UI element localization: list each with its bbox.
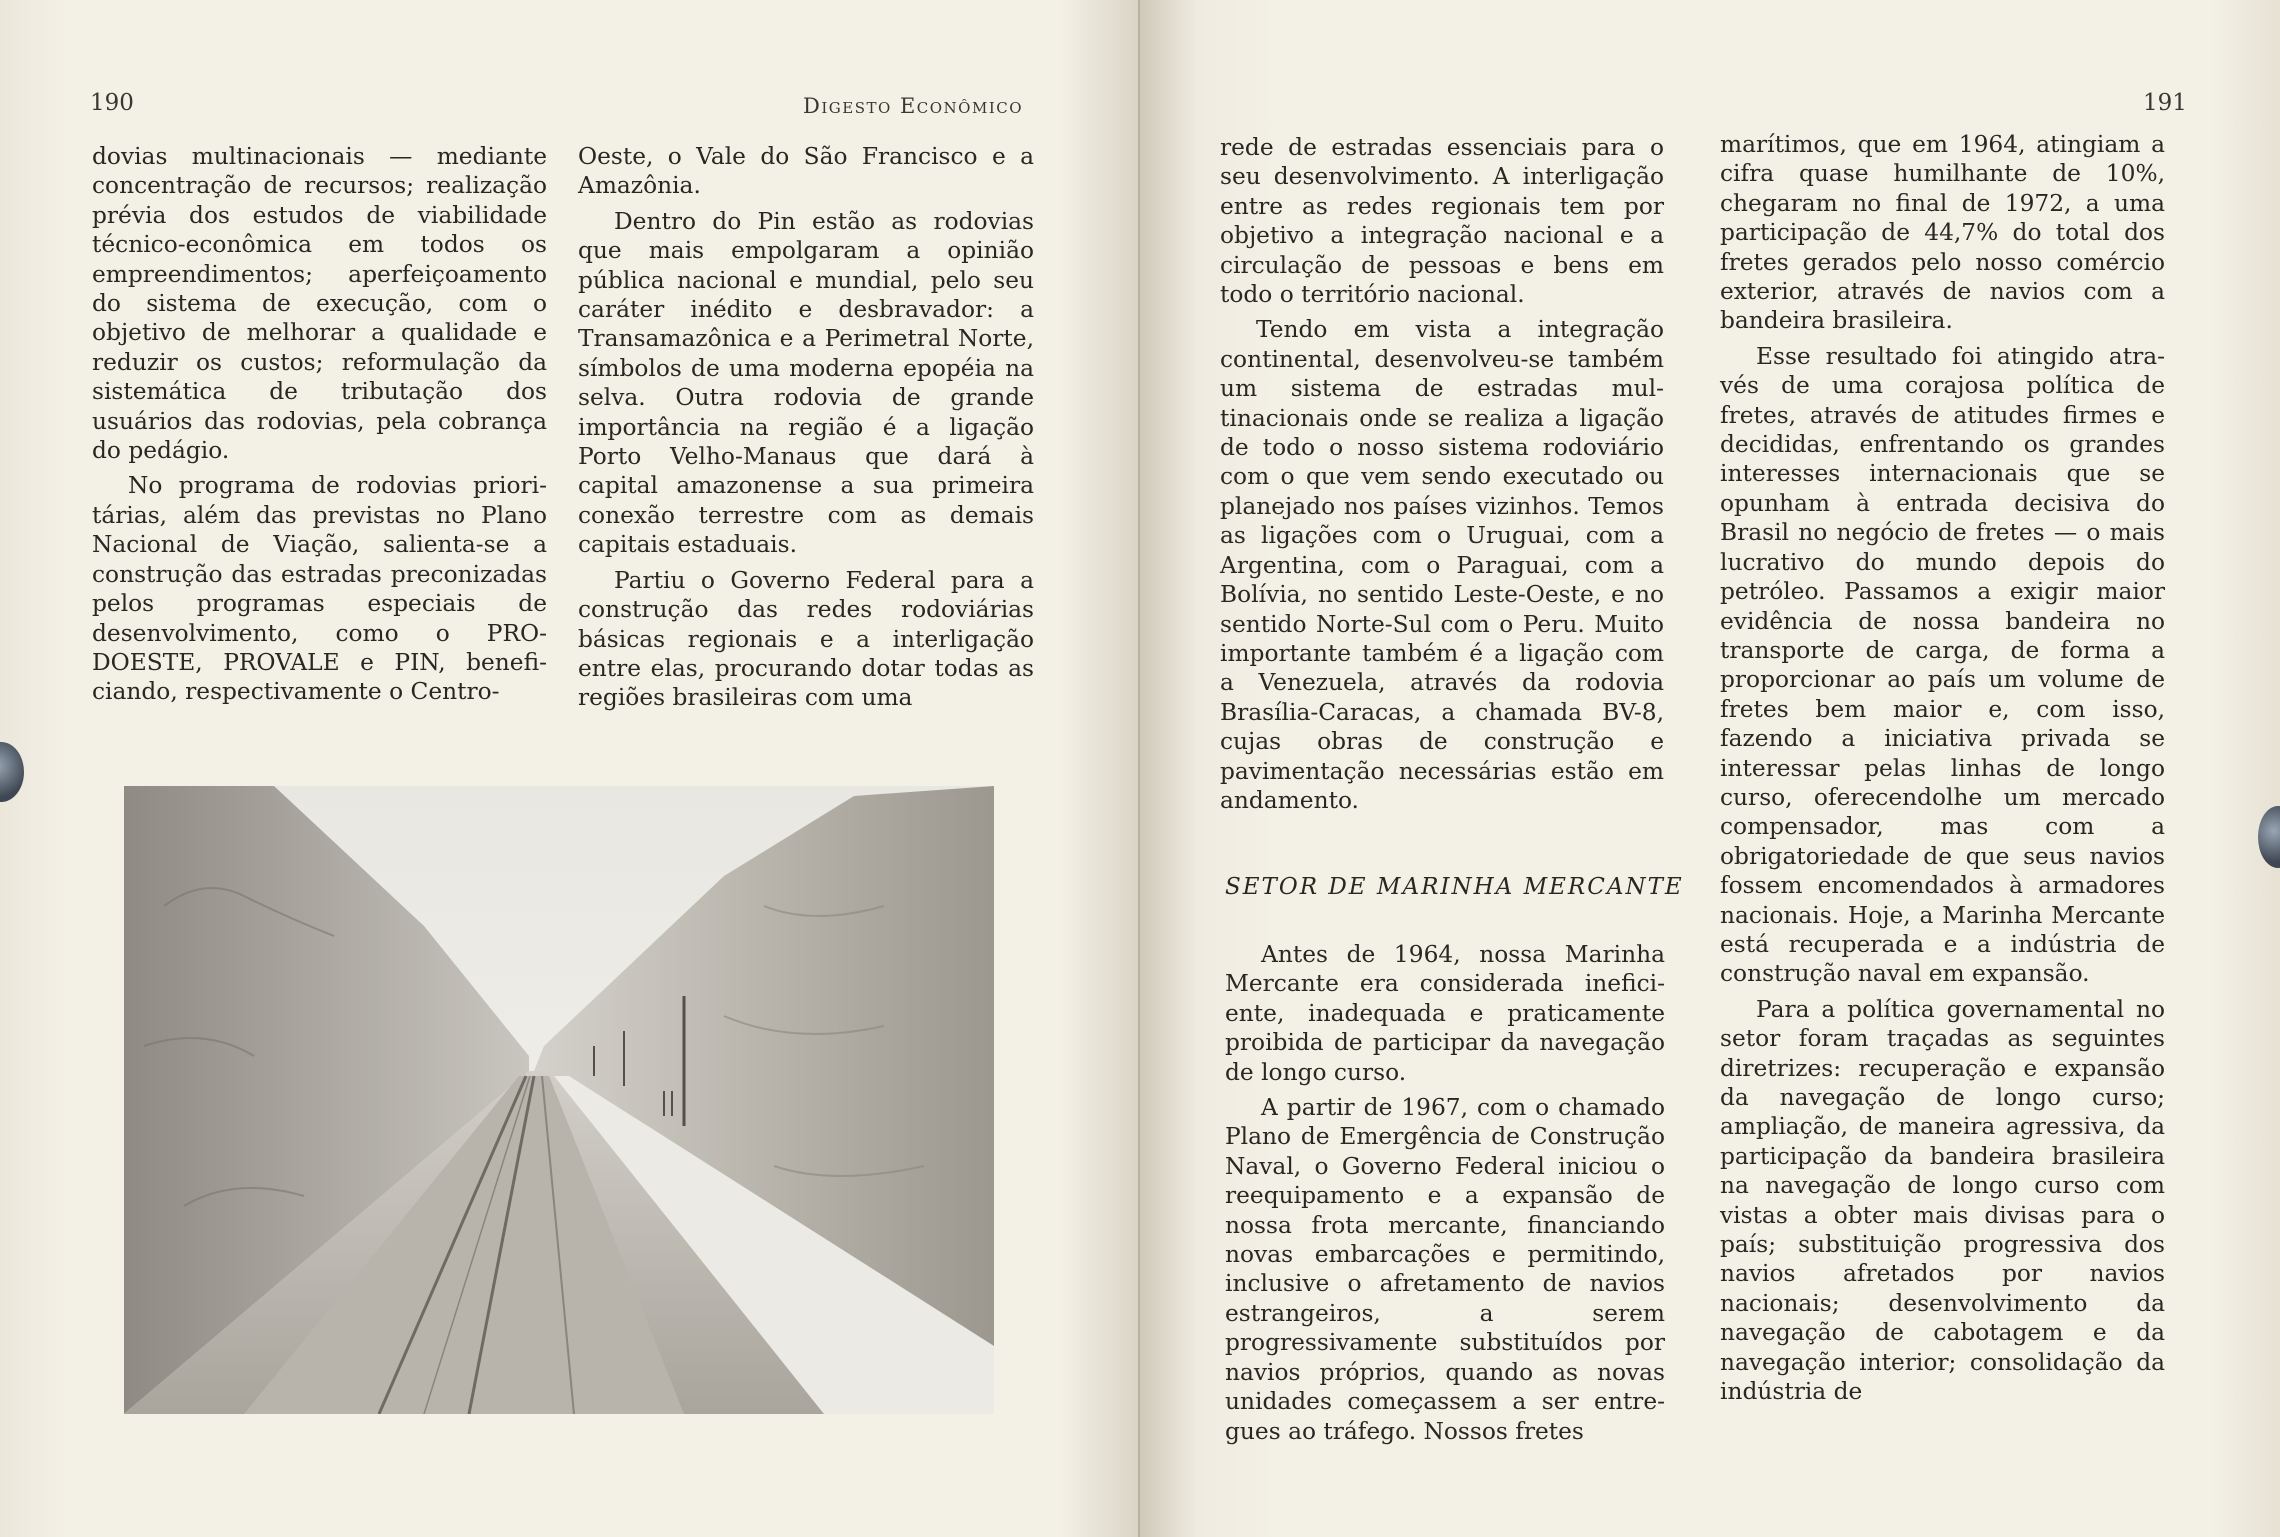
paragraph: marítimos, que em 1964, atingiam a cifra quase humilhante de 10%, chegaram no final de 1972, a uma participação de 44,7% do total dos fretes gerados pelo nosso comércio exterior, através de navios com a bandeira brasileira.	[1720, 131, 2165, 335]
right-column-1	[1220, 133, 1664, 821]
railway-cut-illustration	[124, 786, 994, 1414]
railway-photo	[124, 786, 994, 1414]
section-title: SETOR DE MARINHA MERCANTE	[1225, 874, 1684, 900]
page-number-right: 191	[2143, 90, 2187, 116]
paragraph: Antes de 1964, nossa Marinha Mercante era considerada ineficiente, inadequada e praticamente proibida de participar da navegação de longo curso.	[1225, 941, 1665, 1086]
right-page	[1140, 0, 2280, 1537]
paragraph: rede de estradas essenciais para o seu desenvolvimento. A interligação entre as redes regionais tem por objetivo a integração nacional e a circulação de pessoas e bens em todo o território nacional.	[1220, 134, 1664, 309]
running-head: Digesto Econômico	[803, 94, 1024, 118]
paragraph: No programa de rodovias prioritárias, além das previstas no Plano Nacional de Viação, salienta-se a construção das estradas preconizadas pelos programas especiais de desenvolvimento, como o PRODOESTE, PROVALE e PIN, beneficiando, respectivamente o Centro-	[92, 472, 547, 706]
right-column-2	[1720, 130, 2165, 1412]
paragraph: Esse resultado foi atingido através de uma corajosa política de fretes, através de atitudes firmes e decididas, enfrentando os grandes interesses internacionais que se opunham à entrada decisiva do Brasil no negócio de fretes — o mais lucrativo do mundo depois do petróleo. Passamos a exigir maior evidência de nossa bandeira no transporte de carga, de forma a proporcionar ao país um volume de fretes bem maior e, com isso, fazendo a iniciativa privada se interessar pelas linhas de longo curso, oferecendolhe um mercado compensador, mas com a obrigatoriedade de que seus navios fossem encomendados à armadores nacionais. Hoje, a Marinha Mercante está recuperada e a indústria de construção naval em expansão.	[1720, 342, 2165, 988]
paragraph: Oeste, o Vale do São Francisco e a Amazônia.	[578, 143, 1034, 200]
binder-hole	[0, 742, 24, 802]
page-number-left: 190	[90, 90, 134, 116]
paragraph: Partiu o Governo Federal para a construção das redes rodoviárias básicas regionais e a interligação entre elas, procurando dotar todas as regiões brasileiras com uma	[578, 566, 1034, 712]
paragraph: Tendo em vista a integração continental, desenvolveu-se também um sistema de estradas multinacionais onde se realiza a ligação de todo o nosso sistema rodoviário com o que vem sendo executado ou planejado nos países vizinhos. Temos as ligações com o Uruguai, com a Argentina, com o Paraguai, com a Bolívia, no sentido Leste-Oeste, e no sentido Norte-Sul com o Peru. Muito importante também é a ligação com a Venezuela, através da rodovia Brasília-Caracas, a chamada BV-8, cujas obras de construção e pavimentação necessárias estão em andamento.	[1220, 316, 1664, 814]
paragraph: Dentro do Pin estão as rodovias que mais empolgaram a opinião pública nacional e mundial, pelo seu caráter inédito e desbravador: a Transamazônica e a Perimetral Norte, símbolos de uma moderna epopéia na selva. Outra rodovia de grande importância na região é a ligação Porto Velho-Manaus que dará à capital amazonense a sua primeira conexão terrestre com as demais capitais estaduais.	[578, 207, 1034, 559]
paragraph: dovias multinacionais — mediante concentração de recursos; realização prévia dos estudos de viabilidade técnico-econômica em todos os empreendimentos; aperfeiçoamento do sistema de execução, com o objetivo de melhorar a qualidade e reduzir os custos; reformulação da sistemática de tributação dos usuários das rodovias, pela cobrança do pedágio.	[92, 143, 547, 465]
left-column-2	[578, 142, 1034, 719]
right-column-1-continued	[1225, 940, 1665, 1452]
paragraph: Para a política governamental no setor foram traçadas as seguintes diretrizes: recuperação e expansão da navegação de longo curso; ampliação, de maneira agressiva, da participação da bandeira brasileira na navegação de longo curso com vistas a obter mais divisas para o país; substituição progressiva dos navios afretados por navios nacionais; desenvolvimento da navegação de cabotagem e da navegação interior; consolidação da indústria de	[1720, 995, 2165, 1406]
paragraph: A partir de 1967, com o chamado Plano de Emergência de Construção Naval, o Governo Federal iniciou o reequipamento e a expansão de nossa frota mercante, financiando novas embarcações e permitindo, inclusive o afretamento de navios estrangeiros, a serem progressivamente substituídos por navios próprios, quando as novas unidades começassem a ser entregues ao tráfego. Nossos fretes	[1225, 1094, 1665, 1445]
binder-hole	[2258, 806, 2280, 868]
left-column-1	[92, 142, 547, 713]
